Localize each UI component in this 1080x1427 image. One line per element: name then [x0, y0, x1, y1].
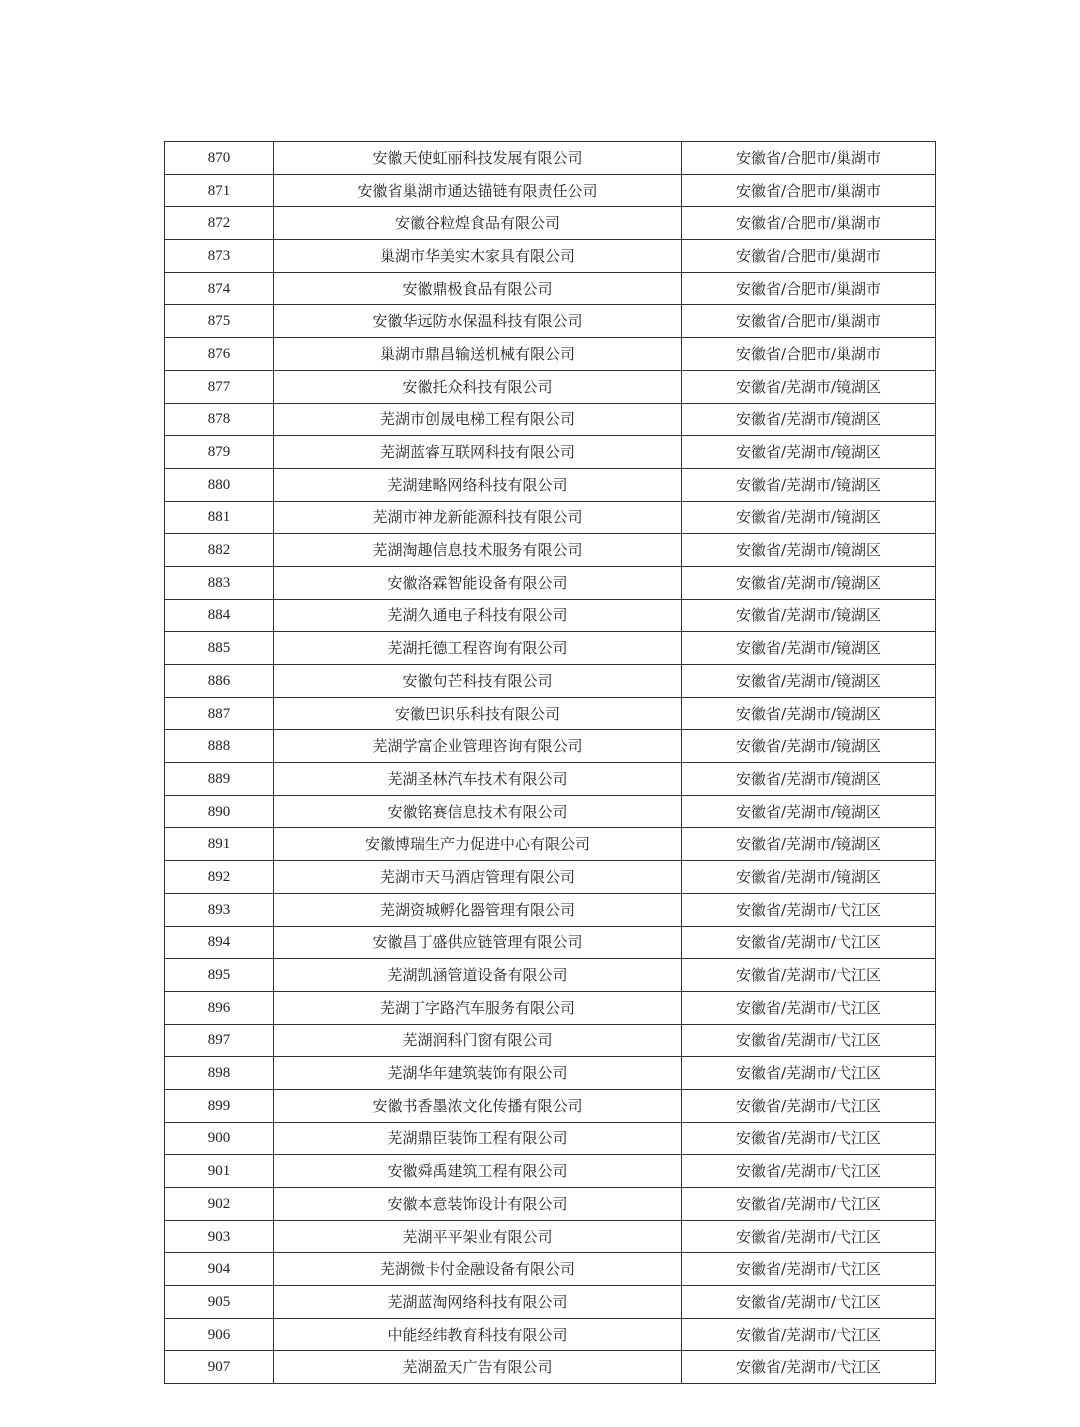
region-cell: 安徽省/芜湖市/弋江区: [682, 1351, 936, 1384]
table-row: [165, 142, 936, 175]
table-row: [165, 828, 936, 861]
table-row: [165, 305, 936, 338]
region-cell: 安徽省/芜湖市/镜湖区: [682, 501, 936, 534]
region-cell: 安徽省/合肥市/巢湖市: [682, 174, 936, 207]
table-row: [165, 1318, 936, 1351]
row-number-cell: 880: [165, 468, 274, 501]
region-cell: 安徽省/合肥市/巢湖市: [682, 305, 936, 338]
table-row: [165, 534, 936, 567]
company-name-cell: 安徽鼎极食品有限公司: [274, 272, 682, 305]
region-cell: 安徽省/芜湖市/弋江区: [682, 926, 936, 959]
table-row: [165, 959, 936, 992]
table-row: [165, 795, 936, 828]
row-number-cell: 906: [165, 1318, 274, 1351]
table-row: [165, 1286, 936, 1319]
region-cell: 安徽省/芜湖市/镜湖区: [682, 730, 936, 763]
row-number-cell: 894: [165, 926, 274, 959]
company-name-cell: 芜湖微卡付金融设备有限公司: [274, 1253, 682, 1286]
region-cell: 安徽省/合肥市/巢湖市: [682, 240, 936, 273]
row-number-cell: 874: [165, 272, 274, 305]
region-cell: 安徽省/芜湖市/镜湖区: [682, 566, 936, 599]
company-name-cell: 安徽博瑞生产力促进中心有限公司: [274, 828, 682, 861]
region-cell: 安徽省/芜湖市/镜湖区: [682, 370, 936, 403]
table-row: [165, 730, 936, 763]
region-cell: 安徽省/芜湖市/镜湖区: [682, 697, 936, 730]
row-number-cell: 884: [165, 599, 274, 632]
table-row: [165, 1057, 936, 1090]
company-name-cell: 芜湖市神龙新能源科技有限公司: [274, 501, 682, 534]
table-row: [165, 1253, 936, 1286]
company-name-cell: 安徽本意装饰设计有限公司: [274, 1188, 682, 1221]
table-row: [165, 501, 936, 534]
row-number-cell: 879: [165, 436, 274, 469]
table-row: [165, 1220, 936, 1253]
company-name-cell: 芜湖鼎臣装饰工程有限公司: [274, 1122, 682, 1155]
region-cell: 安徽省/芜湖市/镜湖区: [682, 468, 936, 501]
company-table-body: [165, 142, 936, 1384]
region-cell: 安徽省/芜湖市/镜湖区: [682, 665, 936, 698]
region-cell: 安徽省/芜湖市/镜湖区: [682, 534, 936, 567]
company-name-cell: 安徽铭赛信息技术有限公司: [274, 795, 682, 828]
row-number-cell: 897: [165, 1024, 274, 1057]
row-number-cell: 907: [165, 1351, 274, 1384]
table-row: [165, 1351, 936, 1384]
table-row: [165, 1089, 936, 1122]
region-cell: 安徽省/芜湖市/弋江区: [682, 1089, 936, 1122]
region-cell: 安徽省/芜湖市/镜湖区: [682, 861, 936, 894]
company-name-cell: 安徽天使虹丽科技发展有限公司: [274, 142, 682, 175]
company-name-cell: 安徽华远防水保温科技有限公司: [274, 305, 682, 338]
company-name-cell: 安徽巴识乐科技有限公司: [274, 697, 682, 730]
row-number-cell: 900: [165, 1122, 274, 1155]
company-name-cell: 芜湖华年建筑装饰有限公司: [274, 1057, 682, 1090]
company-name-cell: 芜湖久通电子科技有限公司: [274, 599, 682, 632]
company-list-sheet: [164, 141, 935, 1384]
row-number-cell: 901: [165, 1155, 274, 1188]
region-cell: 安徽省/芜湖市/镜湖区: [682, 436, 936, 469]
region-cell: 安徽省/芜湖市/镜湖区: [682, 795, 936, 828]
table-row: [165, 599, 936, 632]
company-name-cell: 芜湖蓝睿互联网科技有限公司: [274, 436, 682, 469]
row-number-cell: 896: [165, 991, 274, 1024]
region-cell: 安徽省/芜湖市/弋江区: [682, 1122, 936, 1155]
region-cell: 安徽省/芜湖市/镜湖区: [682, 763, 936, 796]
table-row: [165, 207, 936, 240]
row-number-cell: 881: [165, 501, 274, 534]
table-row: [165, 697, 936, 730]
company-name-cell: 芜湖平平架业有限公司: [274, 1220, 682, 1253]
company-name-cell: 芜湖凯涵管道设备有限公司: [274, 959, 682, 992]
table-row: [165, 240, 936, 273]
company-name-cell: 芜湖学富企业管理咨询有限公司: [274, 730, 682, 763]
region-cell: 安徽省/芜湖市/弋江区: [682, 1188, 936, 1221]
company-name-cell: 安徽昌丁盛供应链管理有限公司: [274, 926, 682, 959]
region-cell: 安徽省/合肥市/巢湖市: [682, 272, 936, 305]
company-name-cell: 巢湖市鼎昌输送机械有限公司: [274, 338, 682, 371]
table-row: [165, 632, 936, 665]
region-cell: 安徽省/合肥市/巢湖市: [682, 207, 936, 240]
row-number-cell: 903: [165, 1220, 274, 1253]
company-name-cell: 安徽托众科技有限公司: [274, 370, 682, 403]
row-number-cell: 904: [165, 1253, 274, 1286]
row-number-cell: 872: [165, 207, 274, 240]
region-cell: 安徽省/芜湖市/镜湖区: [682, 403, 936, 436]
table-row: [165, 991, 936, 1024]
table-row: [165, 272, 936, 305]
row-number-cell: 887: [165, 697, 274, 730]
region-cell: 安徽省/合肥市/巢湖市: [682, 142, 936, 175]
region-cell: 安徽省/芜湖市/弋江区: [682, 1155, 936, 1188]
table-row: [165, 1188, 936, 1221]
row-number-cell: 886: [165, 665, 274, 698]
row-number-cell: 890: [165, 795, 274, 828]
table-row: [165, 403, 936, 436]
row-number-cell: 895: [165, 959, 274, 992]
company-table: [164, 141, 936, 1384]
company-name-cell: 芜湖托德工程咨询有限公司: [274, 632, 682, 665]
table-row: [165, 893, 936, 926]
row-number-cell: 898: [165, 1057, 274, 1090]
row-number-cell: 889: [165, 763, 274, 796]
company-name-cell: 安徽书香墨浓文化传播有限公司: [274, 1089, 682, 1122]
row-number-cell: 891: [165, 828, 274, 861]
region-cell: 安徽省/芜湖市/镜湖区: [682, 632, 936, 665]
table-row: [165, 926, 936, 959]
table-row: [165, 370, 936, 403]
table-row: [165, 566, 936, 599]
row-number-cell: 885: [165, 632, 274, 665]
company-name-cell: 芜湖润科门窗有限公司: [274, 1024, 682, 1057]
table-row: [165, 861, 936, 894]
company-name-cell: 芜湖资城孵化器管理有限公司: [274, 893, 682, 926]
region-cell: 安徽省/芜湖市/弋江区: [682, 959, 936, 992]
region-cell: 安徽省/芜湖市/弋江区: [682, 1253, 936, 1286]
table-row: [165, 338, 936, 371]
row-number-cell: 873: [165, 240, 274, 273]
table-row: [165, 1024, 936, 1057]
company-name-cell: 芜湖蓝淘网络科技有限公司: [274, 1286, 682, 1319]
region-cell: 安徽省/芜湖市/弋江区: [682, 1286, 936, 1319]
row-number-cell: 893: [165, 893, 274, 926]
row-number-cell: 877: [165, 370, 274, 403]
table-row: [165, 468, 936, 501]
region-cell: 安徽省/芜湖市/镜湖区: [682, 599, 936, 632]
table-row: [165, 763, 936, 796]
row-number-cell: 876: [165, 338, 274, 371]
row-number-cell: 899: [165, 1089, 274, 1122]
region-cell: 安徽省/芜湖市/弋江区: [682, 1024, 936, 1057]
region-cell: 安徽省/合肥市/巢湖市: [682, 338, 936, 371]
region-cell: 安徽省/芜湖市/弋江区: [682, 893, 936, 926]
company-name-cell: 芜湖淘趣信息技术服务有限公司: [274, 534, 682, 567]
table-row: [165, 436, 936, 469]
table-row: [165, 665, 936, 698]
company-name-cell: 芜湖丁字路汽车服务有限公司: [274, 991, 682, 1024]
company-name-cell: 芜湖盈天广告有限公司: [274, 1351, 682, 1384]
region-cell: 安徽省/芜湖市/镜湖区: [682, 828, 936, 861]
company-name-cell: 安徽舜禹建筑工程有限公司: [274, 1155, 682, 1188]
table-row: [165, 1155, 936, 1188]
company-name-cell: 芜湖建略网络科技有限公司: [274, 468, 682, 501]
table-row: [165, 174, 936, 207]
row-number-cell: 871: [165, 174, 274, 207]
company-name-cell: 芜湖市天马酒店管理有限公司: [274, 861, 682, 894]
region-cell: 安徽省/芜湖市/弋江区: [682, 1318, 936, 1351]
company-name-cell: 安徽句芒科技有限公司: [274, 665, 682, 698]
region-cell: 安徽省/芜湖市/弋江区: [682, 1057, 936, 1090]
row-number-cell: 902: [165, 1188, 274, 1221]
row-number-cell: 878: [165, 403, 274, 436]
company-name-cell: 安徽洛霖智能设备有限公司: [274, 566, 682, 599]
company-name-cell: 安徽省巢湖市通达锚链有限责任公司: [274, 174, 682, 207]
region-cell: 安徽省/芜湖市/弋江区: [682, 1220, 936, 1253]
company-name-cell: 巢湖市华美实木家具有限公司: [274, 240, 682, 273]
company-name-cell: 芜湖圣林汽车技术有限公司: [274, 763, 682, 796]
row-number-cell: 870: [165, 142, 274, 175]
region-cell: 安徽省/芜湖市/弋江区: [682, 991, 936, 1024]
table-row: [165, 1122, 936, 1155]
row-number-cell: 888: [165, 730, 274, 763]
company-name-cell: 芜湖市创晟电梯工程有限公司: [274, 403, 682, 436]
company-name-cell: 安徽谷粒煌食品有限公司: [274, 207, 682, 240]
row-number-cell: 882: [165, 534, 274, 567]
row-number-cell: 892: [165, 861, 274, 894]
row-number-cell: 883: [165, 566, 274, 599]
company-name-cell: 中能经纬教育科技有限公司: [274, 1318, 682, 1351]
row-number-cell: 905: [165, 1286, 274, 1319]
row-number-cell: 875: [165, 305, 274, 338]
